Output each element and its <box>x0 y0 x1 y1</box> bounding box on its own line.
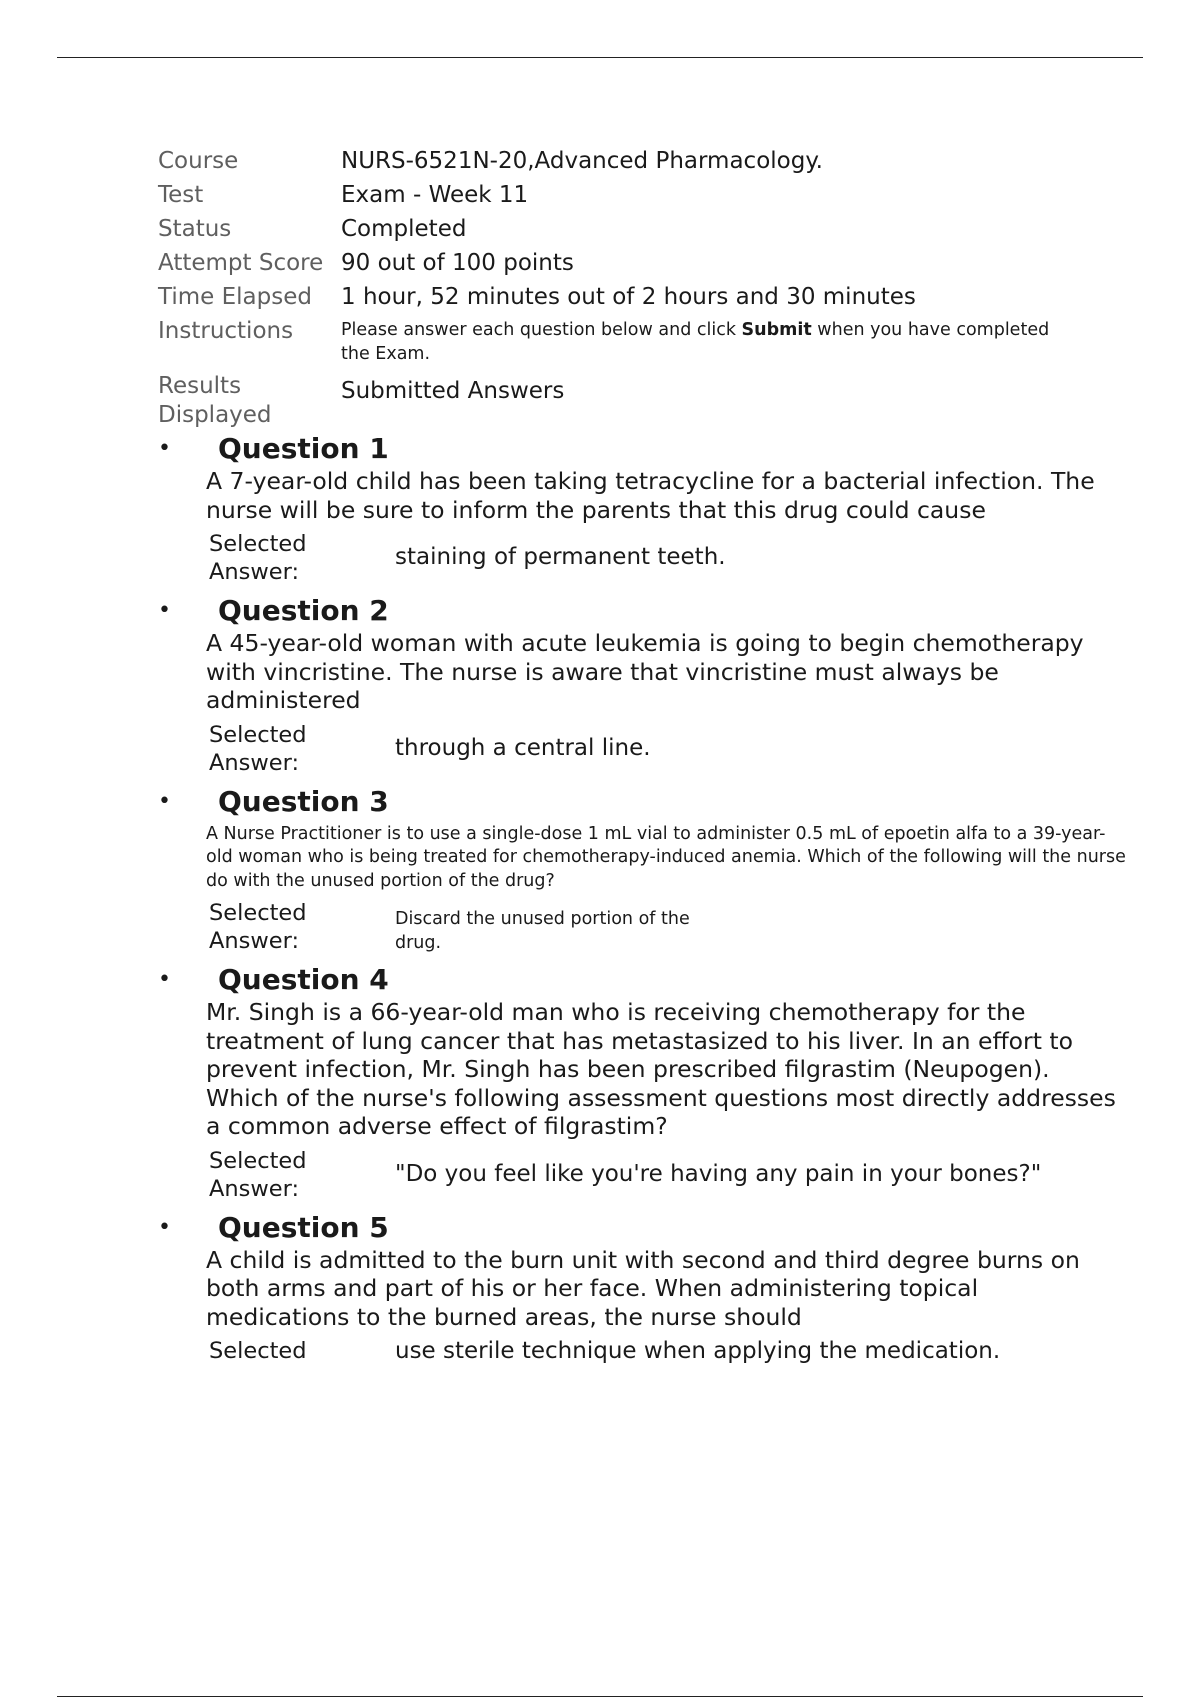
question-title: Question 1 <box>218 432 389 465</box>
selected-answer <box>209 899 1128 955</box>
bullet-icon: • <box>158 598 171 623</box>
instructions-pre: Please answer each question below and click <box>341 320 742 340</box>
instructions-label: Instructions <box>158 318 294 344</box>
answer-value: Discard the unused portion of the drug. <box>395 909 690 953</box>
question-2 <box>158 594 1128 777</box>
question-4 <box>158 963 1128 1203</box>
question-text: A 45-year-old woman with acute leukemia is going to begin chemotherapy with vincristine. The nurse is aware that vincristine must always be administered <box>206 629 1084 714</box>
test-row <box>158 178 1118 212</box>
question-title: Question 2 <box>218 594 389 627</box>
answer-label: Selected Answer: <box>209 721 307 776</box>
status-row <box>158 212 1118 246</box>
test-label: Test <box>158 182 204 208</box>
question-title: Question 5 <box>218 1210 389 1244</box>
instructions-submit-word: Submit <box>741 320 812 340</box>
selected-answer <box>209 530 1128 586</box>
bullet-icon: • <box>158 967 171 992</box>
results-label: Results Displayed <box>158 373 272 428</box>
answer-label: Selected <box>209 1338 307 1364</box>
question-text: A 7-year-old child has been taking tetracycline for a bacterial infection. The nurse will be sure to inform the parents that this drug could cause <box>206 467 1095 524</box>
results-value: Submitted Answers <box>341 378 565 404</box>
answer-value: "Do you feel like you're having any pain in your bones?" <box>395 1160 1042 1187</box>
question-list <box>158 432 1128 1373</box>
question-3 <box>158 785 1128 956</box>
score-value: 90 out of 100 points <box>341 250 574 276</box>
results-row <box>158 370 1118 430</box>
question-text: A Nurse Practitioner is to use a single-dose 1 mL vial to administer 0.5 mL of epoetin alfa to a 39-year-old woman who is being treated for chemotherapy-induced anemia. Which of the following will the nurse do with the unused portion of the drug? <box>206 823 1126 891</box>
answer-label: Selected Answer: <box>209 531 307 585</box>
time-row <box>158 280 1118 314</box>
bullet-icon: • <box>158 1214 171 1240</box>
status-value: Completed <box>341 216 467 242</box>
instructions-post: when you have completed the Exam. <box>341 320 1050 364</box>
selected-answer <box>209 721 1128 777</box>
instructions-row <box>158 314 1118 366</box>
answer-label: Selected Answer: <box>209 1147 307 1202</box>
answer-label: Selected Answer: <box>209 900 307 954</box>
bullet-icon: • <box>158 788 171 814</box>
course-label: Course <box>158 148 239 174</box>
attempt-summary <box>158 144 1118 430</box>
answer-value: use sterile technique when applying the medication. <box>395 1338 1001 1364</box>
selected-answer <box>209 1337 1128 1365</box>
answer-value: through a central line. <box>395 734 651 761</box>
question-title: Question 4 <box>218 963 389 996</box>
question-text: A child is admitted to the burn unit with second and third degree burns on both arms and part of his or her face. When administering topical medications to the burned areas, the nurse should <box>206 1245 1080 1331</box>
bullet-icon: • <box>158 436 171 461</box>
course-row <box>158 144 1118 178</box>
answer-value: staining of permanent teeth. <box>395 544 726 570</box>
score-label: Attempt Score <box>158 250 324 276</box>
test-value: Exam - Week 11 <box>341 182 529 208</box>
time-label: Time Elapsed <box>158 284 312 310</box>
question-title: Question 3 <box>218 784 389 818</box>
course-value: NURS-6521N-20,Advanced Pharmacology. <box>341 148 823 174</box>
selected-answer <box>209 1147 1128 1203</box>
top-rule <box>57 57 1143 58</box>
question-text: Mr. Singh is a 66-year-old man who is receiving chemotherapy for the treatment of lung cancer that has metastasized to his liver. In an effort to prevent infection, Mr. Singh has been prescribed filgrastim (Neupogen). Which of the nurse's following assessment questions most directly addresses a common adverse effect of filgrastim? <box>206 998 1116 1140</box>
score-row <box>158 246 1118 280</box>
question-1 <box>158 432 1128 586</box>
question-5 <box>158 1211 1128 1366</box>
bottom-rule <box>57 1696 1143 1697</box>
instructions-text <box>341 314 1081 366</box>
status-label: Status <box>158 216 232 242</box>
time-value: 1 hour, 52 minutes out of 2 hours and 30 minutes <box>341 284 916 310</box>
